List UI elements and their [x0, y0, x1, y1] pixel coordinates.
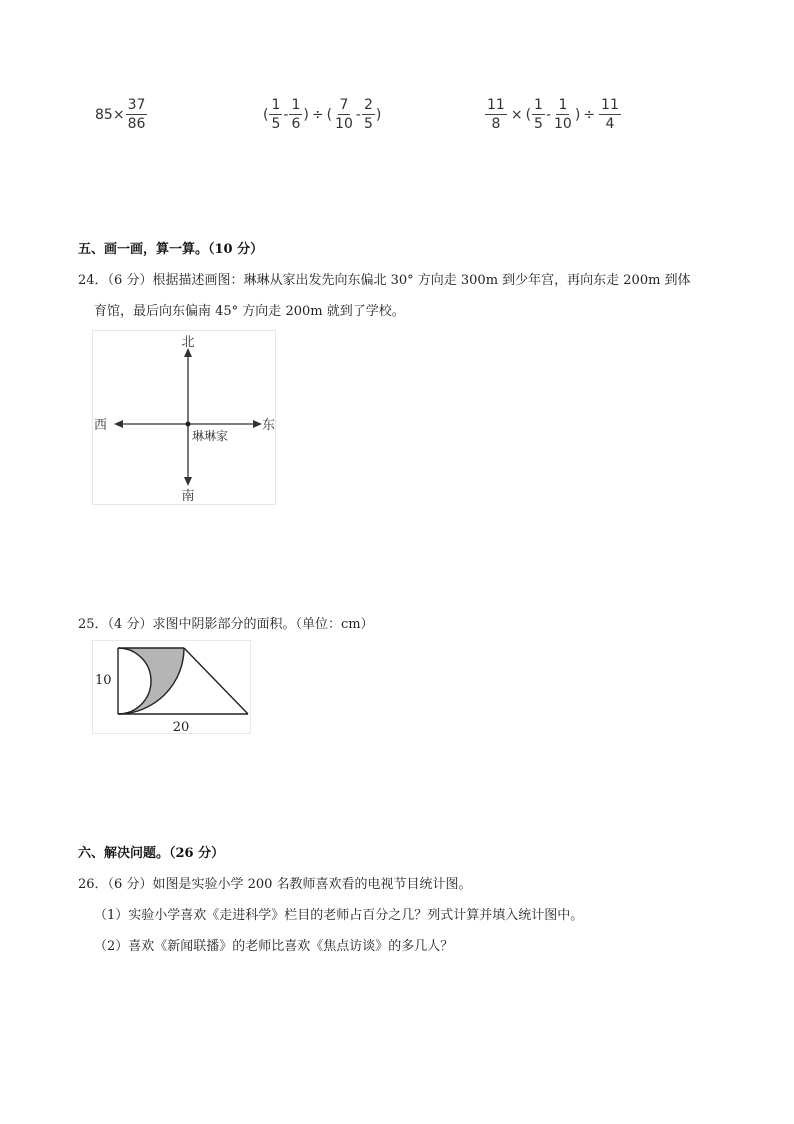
- home-point: [186, 422, 191, 427]
- paren: ): [574, 106, 581, 123]
- numerator: 1: [534, 97, 543, 113]
- q24-text-line1: 24．（6 分）根据描述画图：琳琳从家出发先向东偏北 30° 方向走 300m 到少年宫，再向东走 200m 到体: [78, 273, 691, 288]
- q24-text-line2: 育馆，最后向东偏南 45° 方向走 200m 就到了学校。: [94, 304, 405, 319]
- south-arrowhead: [184, 477, 192, 486]
- south-label: 南: [181, 489, 195, 504]
- fraction: [599, 98, 621, 131]
- numerator: 1: [291, 97, 301, 113]
- paren: ): [303, 106, 309, 123]
- q26-sub2: （2）喜欢《新闻联播》的老师比喜欢《焦点访谈》的多几人？: [94, 939, 454, 954]
- denominator: 6: [291, 116, 301, 132]
- shaded-area-figure: [92, 640, 252, 735]
- fraction: [289, 98, 302, 131]
- east-arrowhead: [253, 420, 262, 428]
- fraction: [269, 98, 282, 131]
- home-label: 琳琳家: [192, 429, 229, 443]
- section-5-heading: 五、画一画，算一算。（10 分）: [78, 242, 264, 257]
- numerator: 7: [339, 97, 349, 113]
- compass-diagram: [92, 330, 282, 508]
- divide: ÷: [583, 106, 596, 123]
- q26-text: 26．（6 分）如图是实验小学 200 名教师喜欢看的电视节目统计图。: [78, 877, 472, 892]
- west-arrowhead: [114, 420, 123, 428]
- west-label: 西: [94, 418, 108, 433]
- triangle-hypotenuse: [184, 648, 248, 714]
- denominator: 5: [271, 116, 281, 132]
- fraction: [333, 98, 355, 131]
- paren: (: [326, 106, 333, 123]
- denominator: 8: [491, 116, 501, 132]
- fraction: [485, 98, 507, 131]
- paren: (: [263, 106, 269, 123]
- expr1-lead: 85: [95, 106, 113, 123]
- denominator: 4: [605, 116, 615, 132]
- q25-text: 25．（4 分）求图中阴影部分的面积。（单位：cm）: [78, 617, 374, 632]
- denominator: 10: [335, 116, 353, 132]
- denominator: 10: [554, 116, 572, 132]
- expression-1: [95, 98, 148, 131]
- fraction: [362, 98, 375, 131]
- paren: ): [375, 106, 382, 123]
- numerator: 11: [487, 97, 505, 113]
- north-label: 北: [181, 335, 195, 350]
- numerator: 37: [127, 97, 146, 113]
- minus: -: [283, 106, 289, 123]
- times: ×: [510, 106, 523, 123]
- denominator: 5: [363, 116, 373, 132]
- denominator: 5: [534, 116, 543, 132]
- numerator: 11: [601, 97, 619, 113]
- minus: -: [355, 106, 361, 123]
- fraction: [552, 98, 574, 131]
- expr1-times: ×: [112, 106, 125, 123]
- bottom-label: 20: [172, 720, 190, 735]
- q26-sub1: （1）实验小学喜欢《走进科学》栏目的老师占百分之几？列式计算并填入统计图中。: [94, 908, 584, 923]
- expression-3: [484, 98, 622, 131]
- numerator: 1: [271, 97, 281, 113]
- expression-2: [263, 98, 381, 131]
- east-label: 东: [262, 418, 276, 433]
- paren: (: [525, 106, 532, 123]
- section-6-heading: 六、解决问题。（26 分）: [78, 846, 225, 861]
- fraction: [532, 98, 545, 131]
- divide: ÷: [311, 106, 324, 123]
- numerator: 1: [558, 97, 568, 113]
- side-label: 10: [95, 673, 112, 688]
- expr1-fraction: [126, 98, 148, 131]
- denominator: 86: [127, 116, 146, 132]
- minus: -: [545, 106, 552, 123]
- numerator: 2: [363, 97, 373, 113]
